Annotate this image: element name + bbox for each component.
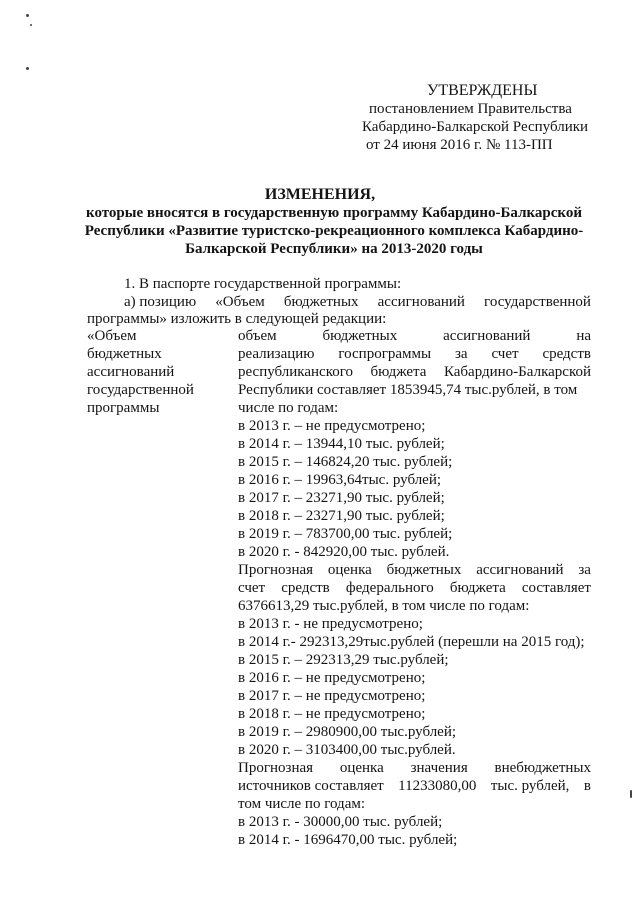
word: внебюджетных: [494, 760, 591, 776]
document-title: ИЗМЕНЕНИЯ,: [264, 186, 376, 203]
year-line: в 2017 г. – 23271,90 тыс. рублей;: [238, 490, 445, 506]
word: бюджетных: [322, 328, 398, 344]
word: республиканского: [238, 364, 353, 380]
scan-speck: [630, 790, 632, 798]
approved-heading: УТВЕРЖДЕНЫ: [427, 82, 538, 99]
word: государственной: [484, 294, 591, 310]
year-line: в 2014 г. – 13944,10 тыс. рублей;: [238, 436, 445, 452]
word: счет: [491, 346, 519, 362]
document-subtitle-line-2: Республики «Развитие туристско-рекреационного комплекса Кабардино-: [84, 223, 584, 239]
word: за: [454, 346, 468, 362]
word: тыс. рублей,: [490, 778, 570, 794]
word: «Объем: [215, 294, 265, 310]
scan-speck: [26, 67, 29, 70]
word: источников составляет: [238, 778, 384, 794]
item-1: 1. В паспорте государственной программы:: [124, 276, 402, 292]
left-col-line: программы: [87, 400, 160, 416]
word: бюджета: [449, 580, 506, 596]
word: бюджетных: [386, 562, 462, 578]
word: средств: [542, 346, 591, 362]
year-line: в 2019 г. – 2980900,00 тыс.рублей;: [238, 724, 457, 740]
word: Кабардино-Балкарской: [443, 364, 591, 380]
word: оценка: [327, 562, 372, 578]
word: объем: [238, 328, 277, 344]
approval-line-2: Кабардино-Балкарской Республики: [362, 119, 589, 135]
right-col-justified-line: [238, 363, 591, 382]
word: составляет: [521, 580, 591, 596]
left-col-line: бюджетных: [87, 346, 162, 362]
year-line: в 2014 г. - 1696470,00 тыс. рублей;: [238, 832, 458, 848]
word: в: [583, 778, 591, 794]
word: 11233080,00: [398, 778, 477, 794]
approval-line-1: постановлением Правительства: [369, 101, 572, 117]
right-col-justified-line: [238, 561, 591, 580]
word: средств: [281, 580, 330, 596]
word: за: [578, 562, 591, 578]
word: Прогнозная: [238, 760, 314, 776]
item-a-line-1: [124, 293, 591, 312]
right-col-line: том числе по годам:: [238, 796, 366, 812]
right-col-line: 6376613,29 тыс.рублей, в том числе по годам:: [238, 598, 530, 614]
item-a-line-2: программы» изложить в следующей редакции:: [87, 311, 387, 327]
scan-speck: [30, 24, 32, 26]
approval-line-3: от 24 июня 2016 г. № 113-ПП: [366, 137, 553, 153]
right-col-justified-line: [238, 777, 591, 796]
word: а) позицию: [124, 294, 197, 310]
word: оценка: [339, 760, 384, 776]
year-line: в 2018 г. – 23271,90 тыс. рублей;: [238, 508, 445, 524]
right-col-justified-line: [238, 579, 591, 598]
right-col-line: Республики составляет 1853945,74 тыс.рублей, в том: [238, 382, 578, 398]
year-line: в 2016 г. – не предусмотрено;: [238, 670, 426, 686]
word: госпрограммы: [338, 346, 432, 362]
scan-speck: [26, 14, 29, 17]
left-col-line: ассигнований: [87, 364, 175, 380]
right-col-justified-line: [238, 759, 591, 778]
word: бюджетных: [283, 294, 359, 310]
year-line: в 2015 г. – 292313,29 тыс.рублей;: [238, 652, 449, 668]
right-col-justified-line: [238, 345, 591, 364]
word: ассигнований: [377, 294, 465, 310]
year-line: в 2013 г. – не предусмотрено;: [238, 418, 426, 434]
word: значения: [410, 760, 468, 776]
year-line: в 2014 г.- 292313,29тыс.рублей (перешли на 2015 год);: [238, 634, 585, 650]
left-col-line: государственной: [87, 382, 194, 398]
word: бюджета: [370, 364, 427, 380]
left-col-line: «Объем: [87, 328, 137, 344]
word: реализацию: [238, 346, 315, 362]
word: федерального: [345, 580, 434, 596]
right-col-justified-line: [238, 327, 591, 346]
year-line: в 2019 г. – 783700,00 тыс. рублей;: [238, 526, 453, 542]
year-line: в 2020 г. - 842920,00 тыс. рублей.: [238, 544, 450, 560]
word: счет: [238, 580, 266, 596]
right-col-line: числе по годам:: [238, 400, 339, 416]
year-line: в 2017 г. – не предусмотрено;: [238, 688, 426, 704]
word: ассигнований: [443, 328, 531, 344]
year-line: в 2020 г. – 3103400,00 тыс.рублей.: [238, 742, 456, 758]
year-line: в 2016 г. – 19963,64тыс. рублей;: [238, 472, 442, 488]
year-line: в 2015 г. – 146824,20 тыс. рублей;: [238, 454, 453, 470]
document-subtitle-line-3: Балкарской Республики» на 2013-2020 годы: [185, 241, 483, 257]
year-line: в 2018 г. – не предусмотрено;: [238, 706, 426, 722]
document-subtitle-line-1: которые вносятся в государственную программу Кабардино-Балкарской: [86, 205, 582, 221]
word: Прогнозная: [238, 562, 314, 578]
year-line: в 2013 г. - 30000,00 тыс. рублей;: [238, 814, 443, 830]
word: ассигнований: [476, 562, 564, 578]
word: на: [576, 328, 591, 344]
year-line: в 2013 г. - не предусмотрено;: [238, 616, 423, 632]
